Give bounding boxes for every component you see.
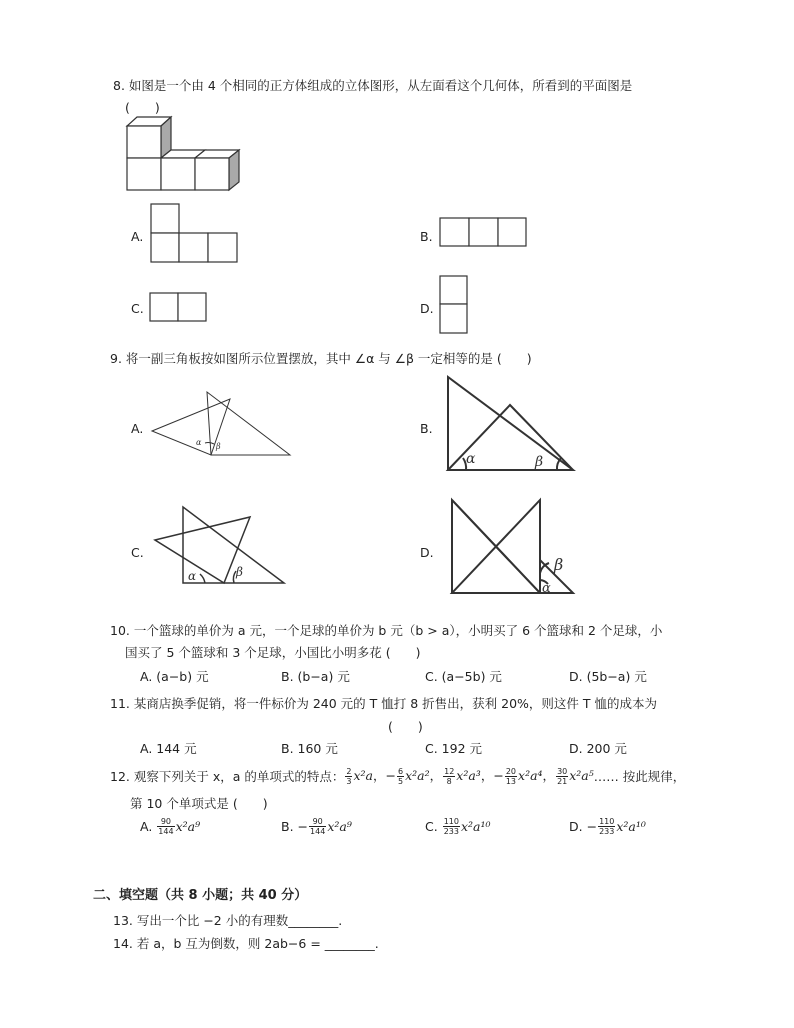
q9-d-beta: β — [554, 555, 564, 574]
q13-text: 13. 写出一个比 −2 小的有理数________. — [113, 913, 343, 928]
q8-answer-paren: ( ) — [125, 100, 160, 115]
q12-option-b[interactable]: B. − $\frac{90}{144}$ x²a⁹ — [281, 817, 352, 836]
section-2-title: 二、填空题（共 8 小题；共 40 分） — [93, 888, 308, 903]
q9-option-c-label[interactable]: C. — [131, 545, 144, 560]
q11-option-c[interactable]: C. 192 元 — [425, 741, 483, 756]
q12-term-1: $\frac{2}{3}$ x²a， — [346, 767, 386, 786]
q9-option-d-label[interactable]: D. — [420, 545, 434, 560]
q11-option-a[interactable]: A. 144 元 — [140, 741, 197, 756]
q11-option-b[interactable]: B. 160 元 — [281, 741, 338, 756]
q9-b-beta: β — [535, 454, 544, 470]
q12-term-2: − $\frac{6}{5}$ x²a²， — [385, 767, 443, 786]
q9-a-alpha: α — [196, 438, 202, 447]
q12-term-5: $\frac{30}{21}$ x²a⁵ — [557, 766, 594, 786]
q8-option-a-label[interactable]: A. — [131, 229, 144, 244]
q9-stem: 9. 将一副三角板按如图所示位置摆放，其中 ∠α 与 ∠β 一定相等的是 ( ) — [110, 351, 532, 366]
q8-stem-line1: 8. 如图是一个由 4 个相同的正方体组成的立体图形，从左面看这个几何体，所看到的平面图是 — [113, 78, 633, 93]
q11-option-d[interactable]: D. 200 元 — [569, 741, 627, 756]
q10-option-d[interactable]: D. (5b−a) 元 — [569, 669, 647, 684]
q8-option-b-label[interactable]: B. — [420, 229, 433, 244]
q8-option-c-label[interactable]: C. — [131, 301, 144, 316]
q12-option-d[interactable]: D. − $\frac{110}{233}$ x²a¹⁰ — [569, 817, 646, 836]
q9-d-alpha: α — [542, 581, 551, 596]
q11-answer-paren: ( ) — [388, 719, 423, 734]
q9-option-a-label[interactable]: A. — [131, 421, 144, 436]
q10-option-c[interactable]: C. (a−5b) 元 — [425, 669, 502, 684]
q10-stem-line2: 国买了 5 个篮球和 3 个足球，小国比小明多花 ( ) — [125, 645, 421, 660]
q11-stem: 11. 某商店换季促销，将一件标价为 240 元的 T 恤打 8 折售出，获利 20%，则这件 T 恤的成本为 — [110, 696, 657, 711]
q12-stem-line1 — [110, 766, 685, 786]
q12-option-a[interactable]: A. $\frac{90}{144}$ x²a⁹ — [140, 817, 201, 836]
q9-a-beta: β — [216, 442, 221, 451]
q12-term-3: $\frac{12}{8}$ x²a³， — [444, 767, 494, 786]
q9-option-b-label[interactable]: B. — [420, 421, 433, 436]
q8-option-d-label[interactable]: D. — [420, 301, 434, 316]
q10-stem-line1: 10. 一个篮球的单价为 a 元，一个足球的单价为 b 元（b > a），小明买了 6 个篮球和 2 个足球，小 — [110, 623, 663, 638]
q9-b-alpha: α — [466, 451, 476, 467]
q12-stem-line2: 第 10 个单项式是 ( ) — [130, 796, 268, 811]
q14-text: 14. 若 a，b 互为倒数，则 2ab−6 = ________. — [113, 936, 379, 951]
q12-suffix: …… 按此规律， — [593, 769, 686, 784]
q9-c-beta: β — [236, 565, 243, 579]
q10-option-a[interactable]: A. (a−b) 元 — [140, 669, 209, 684]
q12-prefix: 12. 观察下列关于 x，a 的单项式的特点： — [110, 769, 345, 784]
q9-c-alpha: α — [188, 569, 197, 583]
q12-option-c[interactable]: C. $\frac{110}{233}$ x²a¹⁰ — [425, 817, 491, 836]
q12-term-4: − $\frac{20}{13}$ x²a⁴， — [493, 767, 556, 786]
q10-option-b[interactable]: B. (b−a) 元 — [281, 669, 350, 684]
